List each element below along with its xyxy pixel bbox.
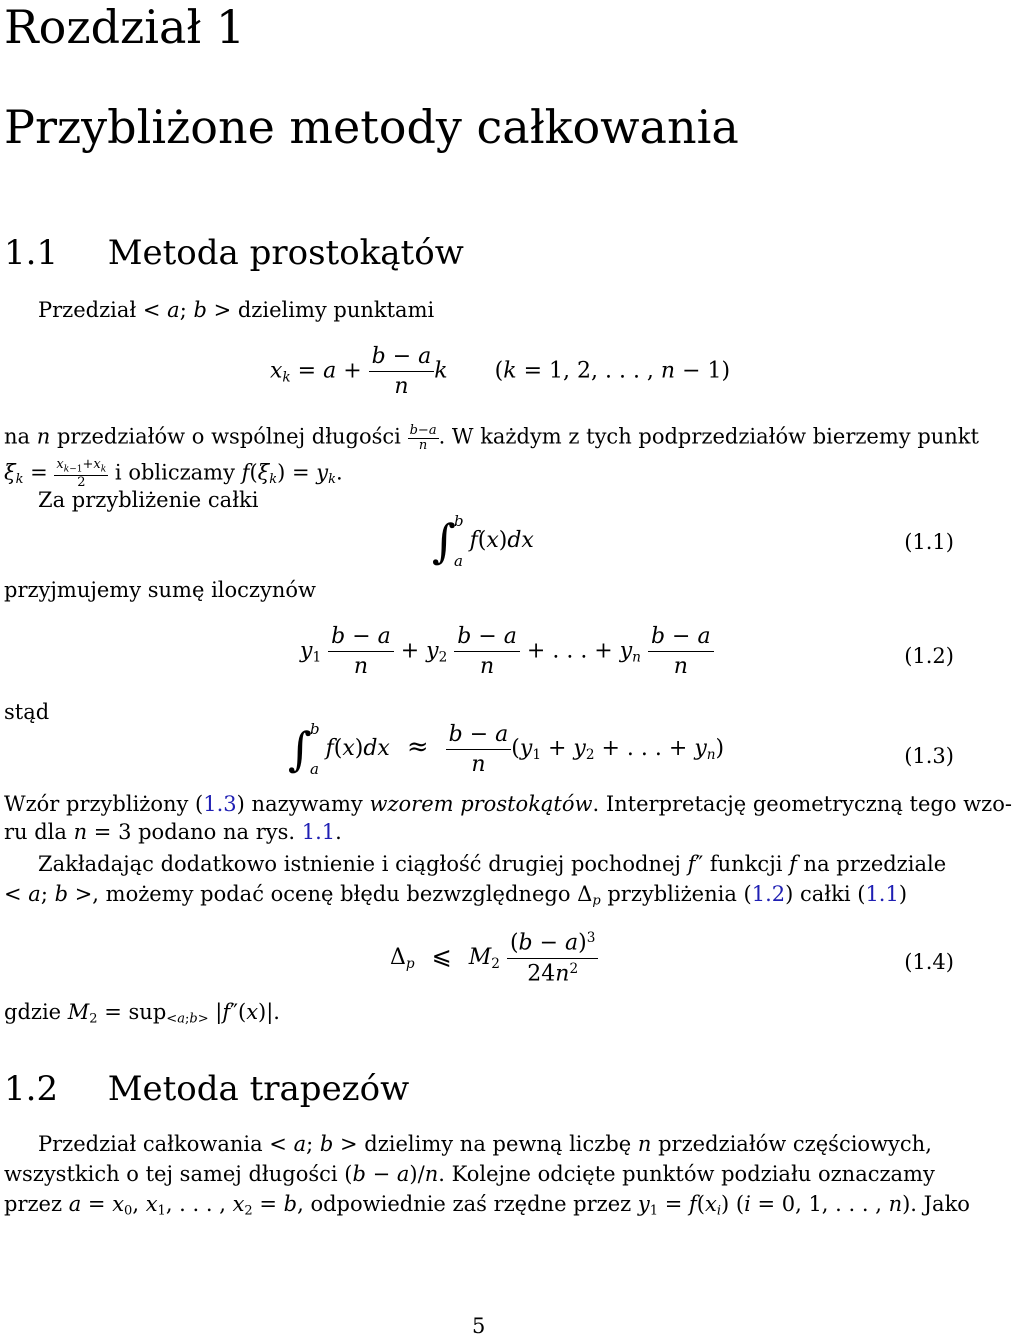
paragraph-trapez-line1: Przedział całkowania < a; b > dzielimy na pewną liczbę n przedziałów częściowych,	[38, 1132, 932, 1156]
equation-1-4: $\Delta_p$ ⩽ $M_2$ $\frac{(b - a)^3}{24n^2}$	[390, 930, 598, 986]
equation-points: $x_k = a$ + $\frac{b - a}{n}$ k (k = 1, 2, . . . , n − 1)	[270, 344, 731, 399]
chapter-title: Przybliżone metody całkowania	[4, 100, 739, 154]
equation-number-1-3: (1.3)	[904, 744, 954, 768]
equation-1-3: ∫ b a f(x)dx ≈ $\frac{b - a}{n}$ ($y_1 + y_2$ + . . . + $y_n$)	[288, 720, 725, 778]
ref-link[interactable]: 1.1	[865, 882, 899, 906]
chapter-label: Rozdział 1	[4, 0, 246, 54]
text: Wzór przybliżony (	[4, 792, 204, 816]
section-1-heading	[4, 233, 464, 273]
equation-1-1: ∫ b a f(x)dx	[432, 512, 534, 570]
paragraph-gdzie: gdzie $M_2 = sup_{<a;b>}$ |f″(x)|.	[4, 1000, 280, 1027]
paragraph-intro: Przedział < a; b > dzielimy punktami	[38, 298, 435, 322]
paragraph-za: Za przybliżenie całki	[38, 488, 259, 512]
paragraph-wzor	[4, 792, 1012, 817]
section-title: Metoda trapezów	[107, 1069, 410, 1109]
paragraph-trapez-line2: wszystkich o tej samej długości (b − a)/n. Kolejne odcięte punktów podziału oznaczamy	[4, 1162, 935, 1186]
paragraph-zakladajac-line2: < a; b >, możemy podać ocenę błędu bezwzględnego $\Delta_p$ przybliżenia (1.2) całki (1.1)	[4, 882, 908, 909]
equation-number-1-2: (1.2)	[904, 644, 954, 668]
emphasis-text: wzorem prostokątów	[369, 792, 593, 816]
ref-link[interactable]: 1.3	[203, 792, 237, 816]
paragraph-stad: stąd	[4, 700, 50, 724]
equation-number-1-4: (1.4)	[904, 950, 954, 974]
equation-number-1-1: (1.1)	[904, 530, 954, 554]
ref-link[interactable]: 1.1	[301, 820, 336, 844]
paragraph-przyjmujemy: przyjmujemy sumę iloczynów	[4, 578, 316, 602]
text: ) nazywamy	[236, 792, 370, 816]
text-i-obliczamy: i obliczamy	[114, 460, 235, 485]
section-number: 1.1	[4, 233, 59, 273]
section-title: Metoda prostokątów	[107, 233, 464, 273]
paragraph-wzor-line2: ru dla n = 3 podano na rys. 1.1.	[4, 820, 342, 844]
section-2-heading	[4, 1069, 410, 1109]
page-number: 5	[472, 1314, 486, 1338]
paragraph-line-length: na n przedziałów o wspólnej długości $\frac{b-a}{n}$ . W każdym z tych podprzedziałów bierzemy punkt	[4, 423, 979, 453]
equation-1-2: $y_1$ $\frac{b - a}{n}$ + $y_2$ $\frac{b - a}{n}$ + . . . + $y_n$ $\frac{b - a}{n}$	[300, 624, 714, 679]
ref-link[interactable]: 1.2	[751, 882, 786, 906]
section-number: 1.2	[4, 1069, 59, 1109]
text-w-kazdym: . W każdym z tych podprzedziałów bierzemy punkt	[438, 424, 979, 449]
paragraph-zakladajac: Zakładając dodatkowo istnienie i ciągłość drugiej pochodnej f″ funkcji f na przedziale	[38, 852, 947, 876]
paragraph-line-xi: $\xi_k$ = $\frac{x_{k-1}+x_k}{2}$ i obliczamy $f(\xi_k) = y_k$.	[4, 457, 343, 491]
text: . Interpretację geometryczną tego wzo-	[592, 792, 1012, 816]
paragraph-trapez-line3: przez $a = x_0$, $x_1$, . . . , $x_2 = b$, odpowiednie zaś rzędne przez $y_1 = f(x_i) (i = 0$, 1, . . . , n). Jako	[4, 1192, 970, 1219]
